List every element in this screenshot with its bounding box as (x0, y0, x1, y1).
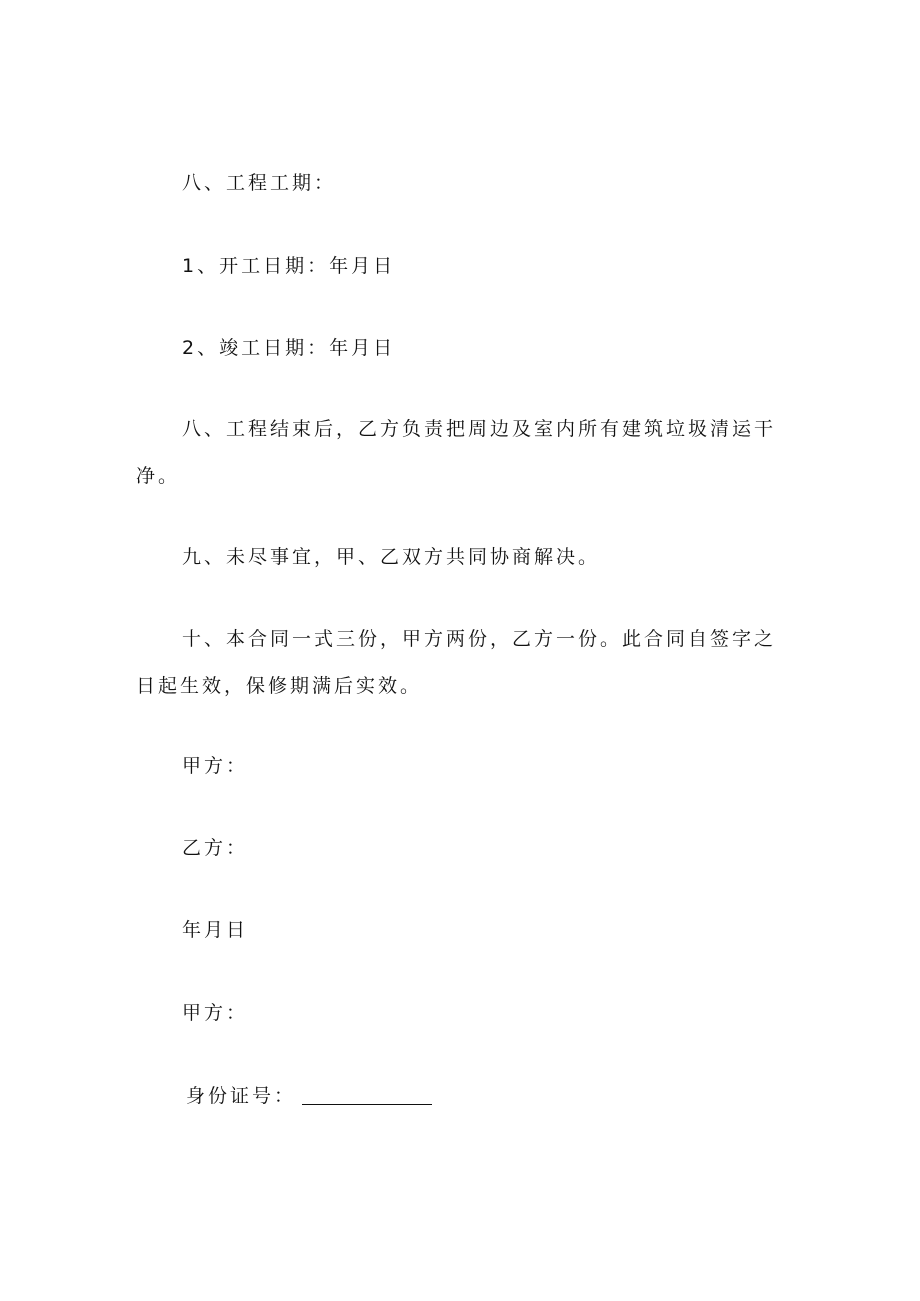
start-date-line: 1、开工日期：年月日 (182, 255, 396, 277)
section-8-title: 八、工程工期： (182, 172, 337, 194)
id-number-label: 身份证号： (186, 1085, 297, 1107)
id-number-blank (302, 1104, 432, 1105)
cleanup-clause: 八、工程结束后，乙方负责把周边及室内所有建筑垃圾清运干净。 (136, 418, 777, 487)
end-date-line: 2、竣工日期：年月日 (182, 337, 396, 359)
date-line: 年月日 (182, 919, 249, 941)
negotiation-clause: 九、未尽事宜，甲、乙双方共同协商解决。 (182, 546, 601, 568)
copies-clause: 十、本合同一式三份，甲方两份，乙方一份。此合同自签字之日起生效，保修期满后实效。 (136, 628, 777, 697)
party-a-label: 甲方： (182, 755, 249, 777)
party-a-label-2: 甲方： (182, 1002, 249, 1024)
party-b-label: 乙方： (182, 837, 249, 859)
